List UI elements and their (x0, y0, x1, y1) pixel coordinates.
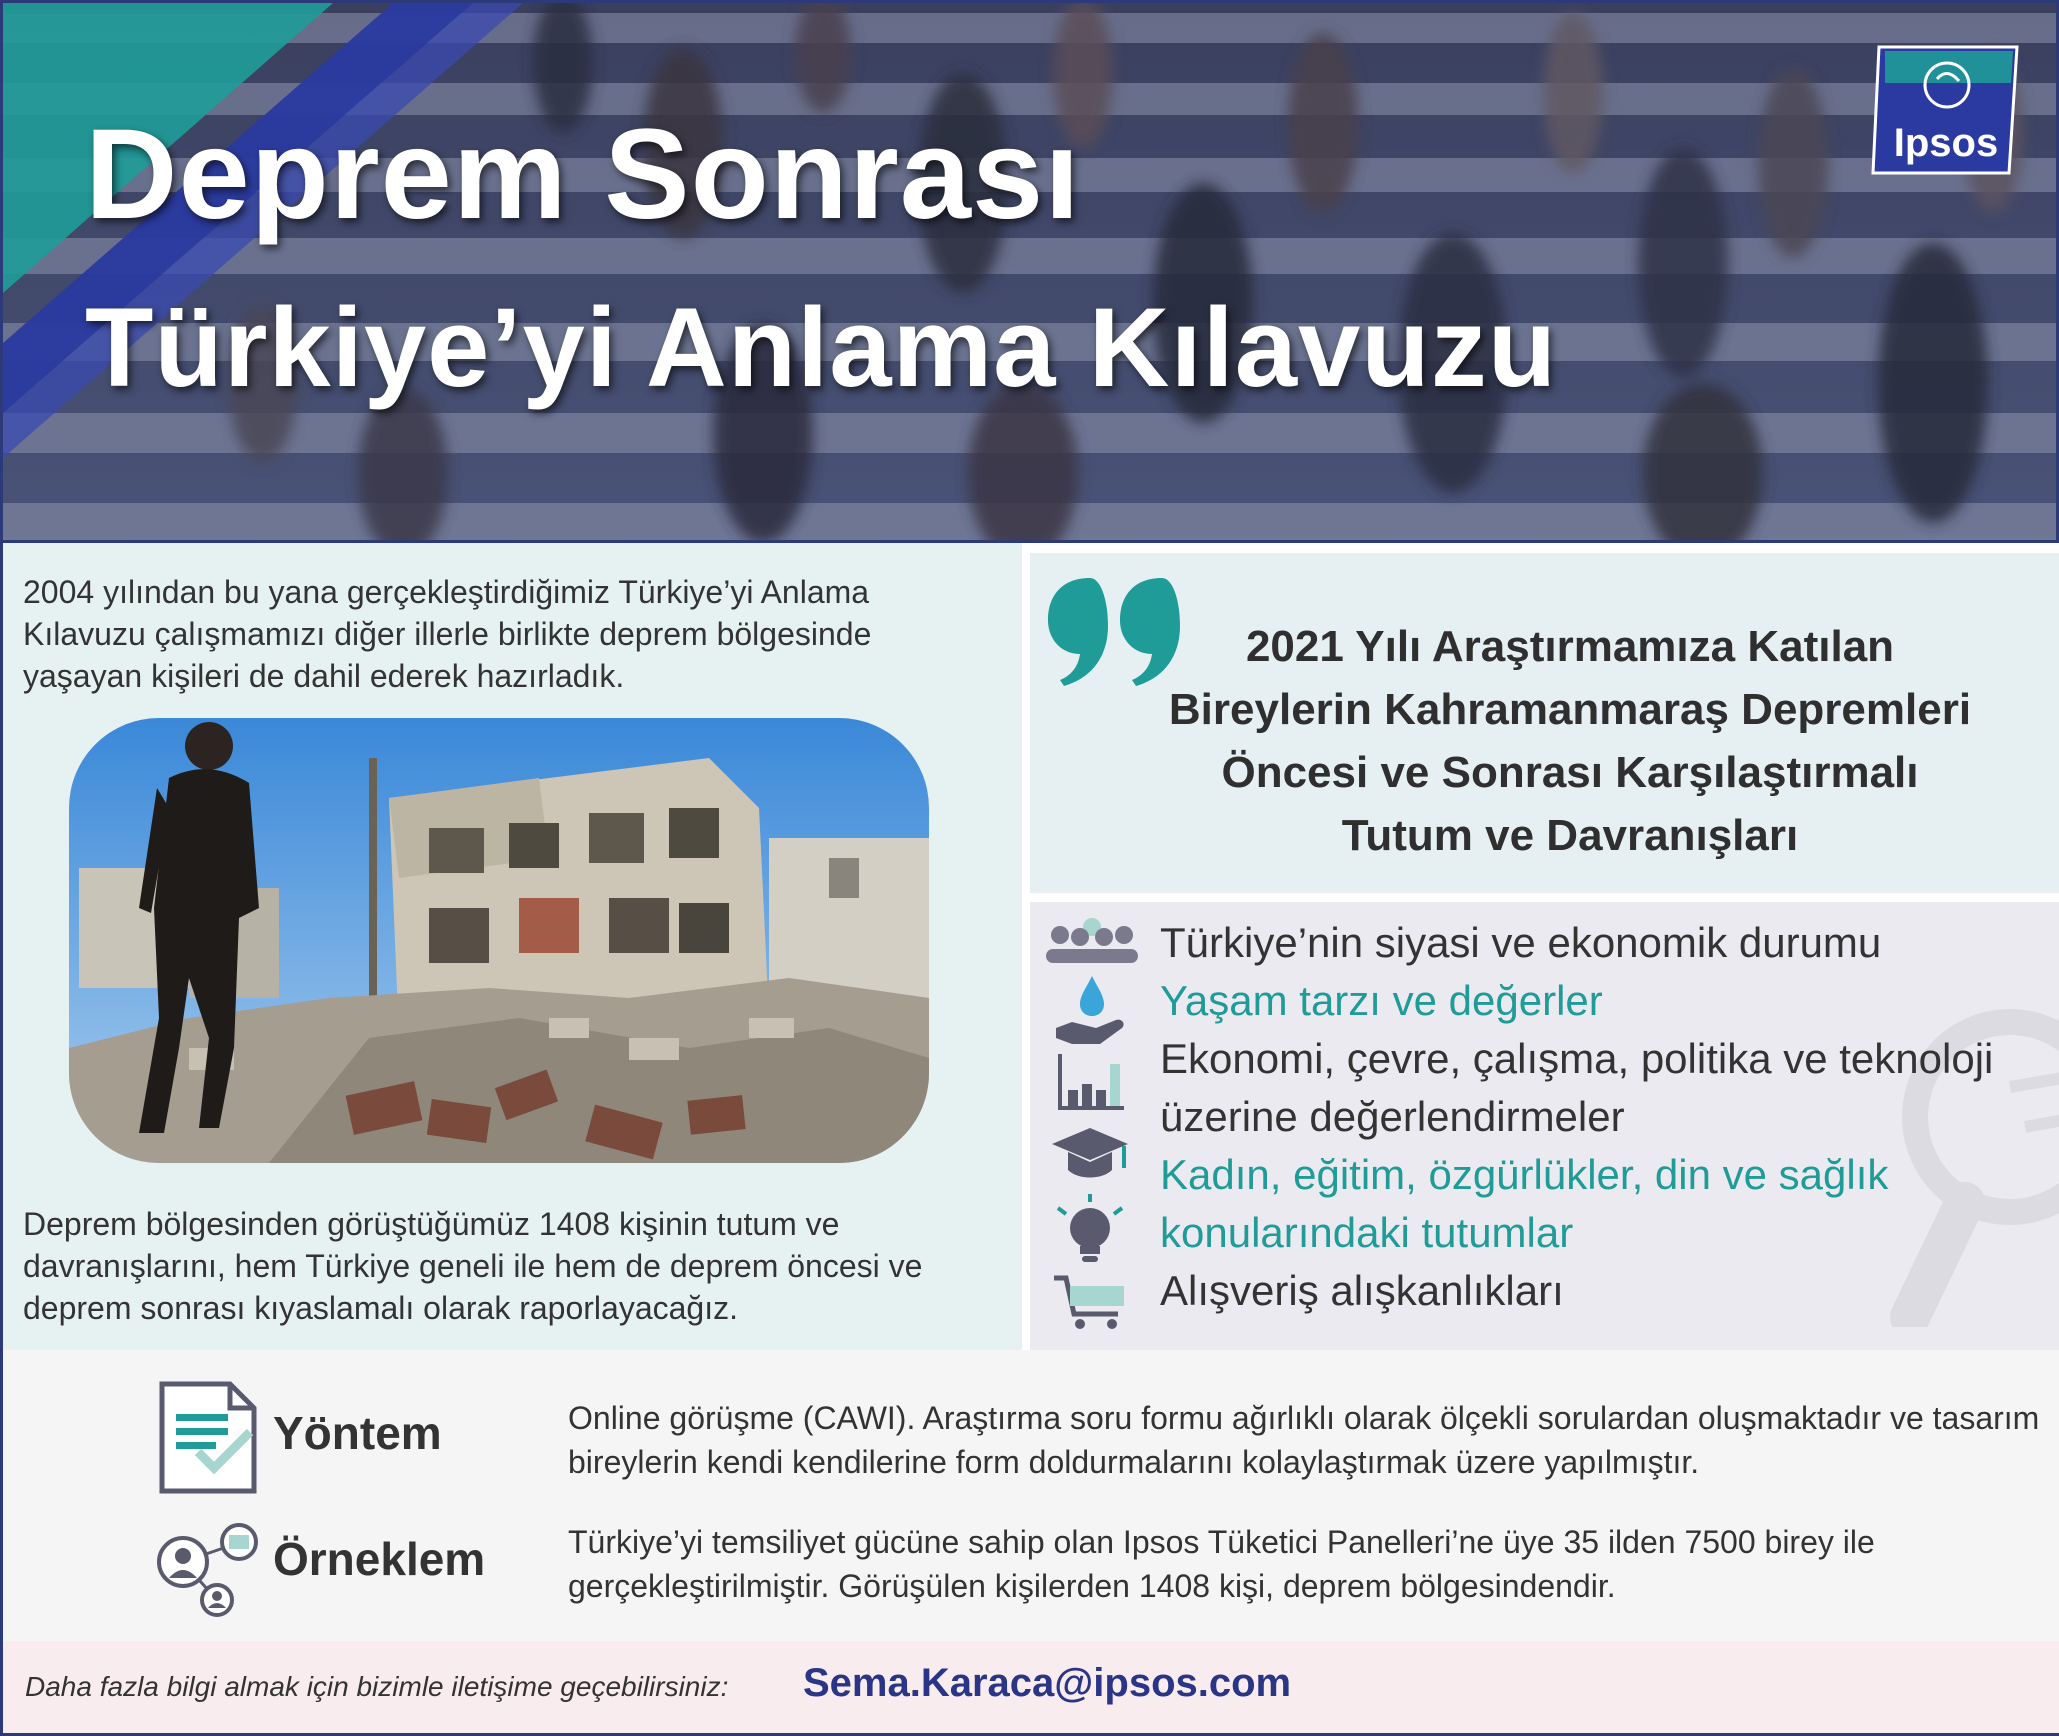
topic-lifestyle-values: Yaşam tarzı ve değerler (1160, 977, 1603, 1024)
ipsos-logo (1871, 43, 2021, 177)
ipsos-logo-text: Ipsos (1893, 121, 1999, 165)
topic-assessments-line1: Ekonomi, çevre, çalışma, politika ve teknoloji (1160, 1035, 1994, 1082)
study-heading-line2: Bireylerin Kahramanmaraş Depremleri (1168, 685, 1972, 734)
study-heading-line1: 2021 Yılı Araştırmamıza Katılan (1245, 622, 1895, 671)
page-title-line2: Türkiye’yi Anlama Kılavuzu (85, 285, 1558, 410)
document-check-icon (158, 1380, 258, 1495)
topic-politics-economy: Türkiye’nin siyasi ve ekonomik durumu (1160, 919, 1882, 966)
intro-paragraph: 2004 yılından bu yana gerçekleştirdiğimiz Türkiye’yi Anlama Kılavuzu çalışmamızı diğer illerle birlikte deprem bölgesinde yaşayan kişileri de dahil ederek hazırladık. (23, 574, 872, 694)
bar-chart-icon (1056, 1052, 1126, 1112)
graduation-cap-icon (1050, 1124, 1130, 1184)
sample-description: Türkiye’yi temsiliyet gücüne sahip olan Ipsos Tüketici Panelleri’ne üye 35 ilden 7500 birey ile gerçekleştirilmiştir. Görüşülen kişilerden 1408 kişi, deprem bölgesindendir. (568, 1524, 1875, 1604)
contact-email-link[interactable]: Sema.Karaca@ipsos.com (803, 1661, 1292, 1705)
study-heading-line3: Öncesi ve Sonrası Karşılaştırmalı (1221, 748, 1919, 797)
sample-network-icon (155, 1522, 260, 1617)
page-title-line1: Deprem Sonrası (85, 103, 1081, 246)
study-heading-line4: Tutum ve Davranışları (1341, 811, 1799, 860)
method-section (0, 1350, 2059, 1641)
footer (0, 1641, 2059, 1736)
method-label: Yöntem (273, 1407, 442, 1459)
study-heading (1090, 615, 2050, 867)
topic-attitudes-line1: Kadın, eğitim, özgürlükler, din ve sağlık (1160, 1151, 1889, 1198)
topic-assessments-line2: üzerine değerlendirmeler (1160, 1093, 1625, 1140)
shopping-cart-icon (1052, 1274, 1132, 1334)
contact-note: Daha fazla bilgi almak için bizimle iletişime geçebilirsiniz: (25, 1671, 729, 1702)
hand-drop-icon (1052, 972, 1132, 1052)
header-banner (0, 0, 2059, 543)
sample-label: Örneklem (273, 1533, 486, 1585)
topic-attitudes-line2: konularındaki tutumlar (1160, 1209, 1574, 1256)
people-group-icon (1042, 917, 1142, 967)
right-heading-panel (1030, 553, 2059, 893)
summary-paragraph: Deprem bölgesinden görüştüğümüz 1408 kişinin tutum ve davranışlarını, hem Türkiye geneli ile hem de deprem öncesi ve deprem sonrası kıyaslamalı olarak raporlayacağız. (23, 1206, 923, 1326)
earthquake-ruins-photo (69, 718, 929, 1163)
left-panel (0, 543, 1022, 1350)
topic-shopping-habits: Alışveriş alışkanlıkları (1160, 1267, 1564, 1314)
crowd-background-image (3, 3, 2059, 543)
topics-panel (1030, 902, 2059, 1350)
method-description: Online görüşme (CAWI). Araştırma soru formu ağırlıklı olarak ölçekli sorulardan oluşmaktadır ve tasarım bireylerin kendi kendilerine form doldurmalarını kolaylaştırmak üzere yapılmıştır. (568, 1400, 2040, 1480)
lightbulb-icon (1050, 1192, 1130, 1272)
